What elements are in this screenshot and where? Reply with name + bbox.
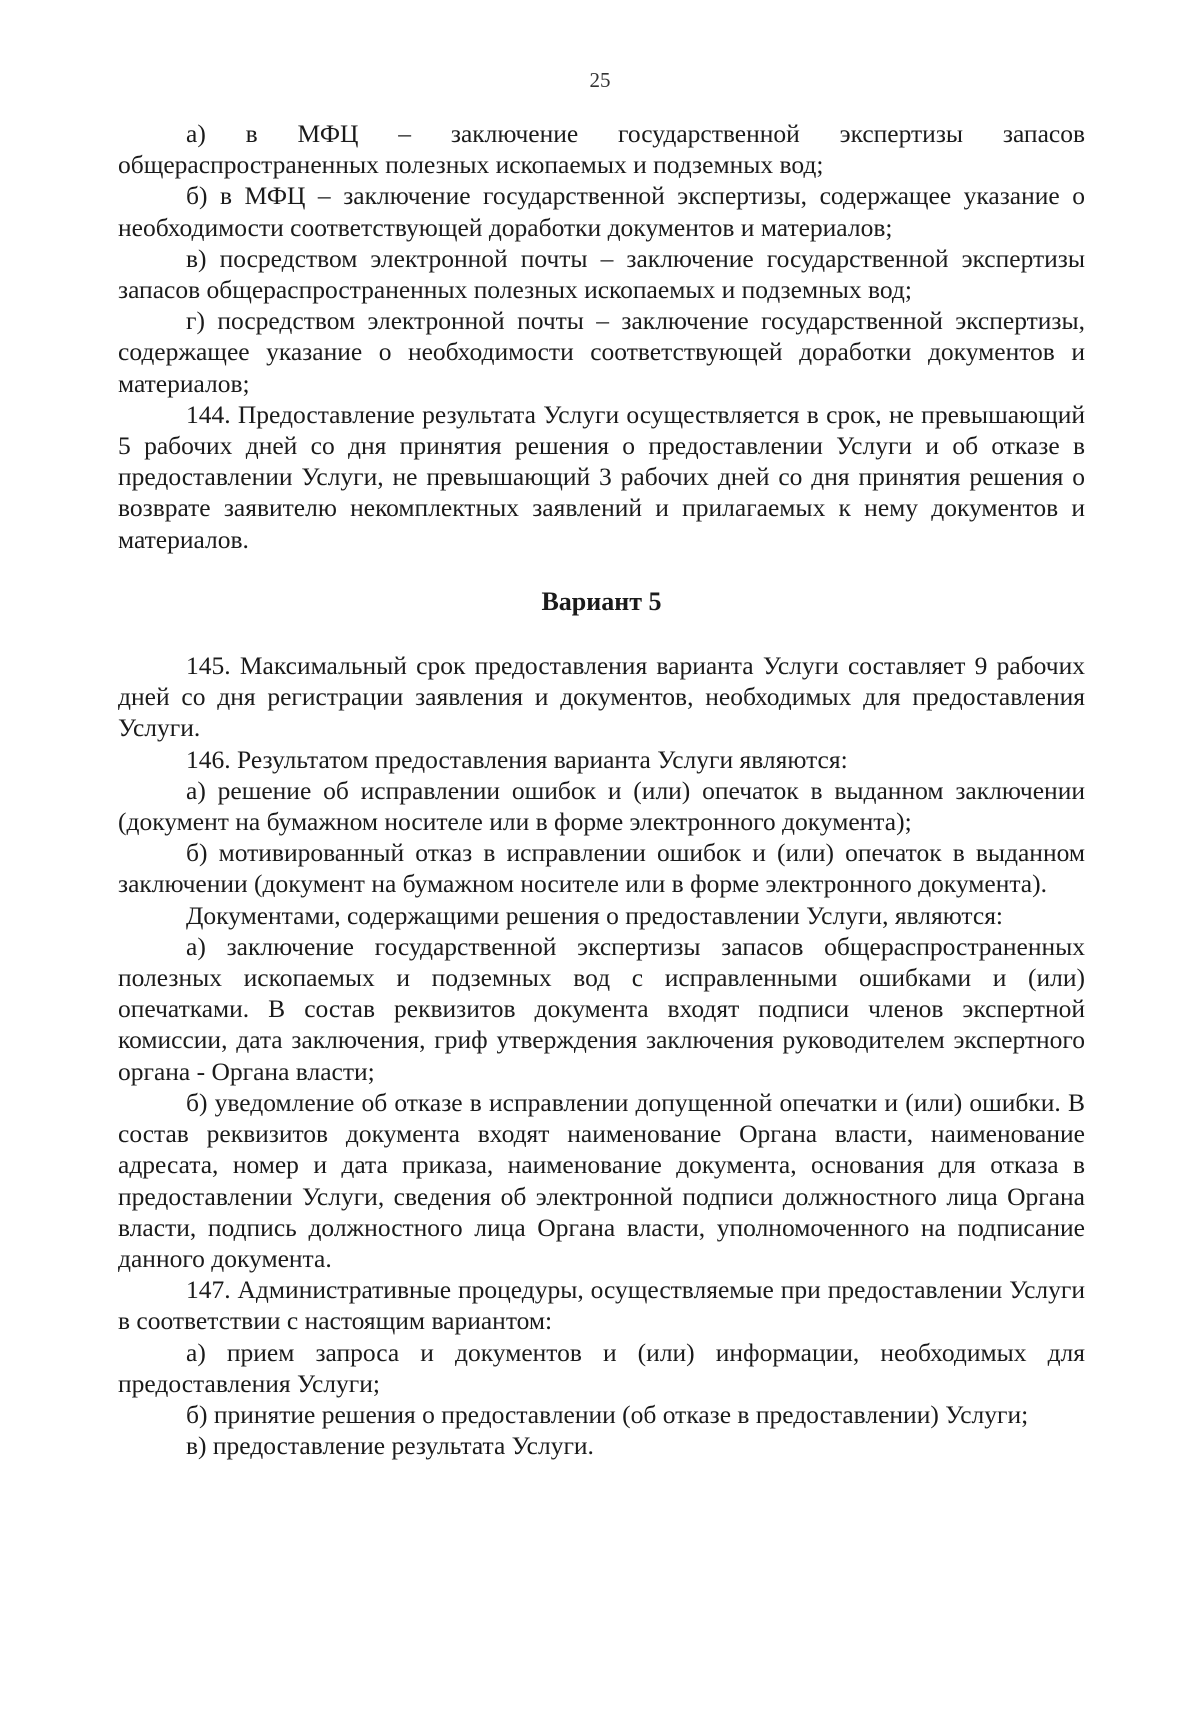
paragraph-decision-b: б) уведомление об отказе в исправлении допущенной опечатки и (или) ошибки. В состав реквизитов документа входят наименование Органа власти, наименование адресата, номер и дата приказа, наименование документа, основания для отказа в предоставлении Услуги, сведения об электронной подписи должностного лица Органа власти, подпись должностного лица Органа власти, уполномоченного на подписание данного документа. xyxy=(118,1087,1085,1273)
paragraph-147-v: в) предоставление результата Услуги. xyxy=(186,1431,594,1461)
page-number: 25 xyxy=(589,68,611,92)
paragraph-decision-a: а) заключение государственной экспертизы запасов общераспространенных полезных ископаемых и подземных вод с исправленными ошибками и (или) опечатками. В состав реквизитов документа входят подписи членов экспертной комиссии, дата заключения, гриф утверждения заключения руководителем экспертного органа - Органа власти; xyxy=(118,931,1085,1086)
paragraph-decision-documents: Документами, содержащими решения о предоставлении Услуги, являются: xyxy=(186,900,1004,930)
paragraph-item-a-mfc: а) в МФЦ – заключение государственной экспертизы запасов общераспространенных полезных ископаемых и подземных вод; xyxy=(118,119,1085,180)
paragraph-146: 146. Результатом предоставления варианта Услуги являются: xyxy=(186,744,848,774)
paragraph-item-b-mfc: б) в МФЦ – заключение государственной экспертизы, содержащее указание о необходимости соответствующей доработки документов и материалов; xyxy=(118,181,1085,242)
paragraph-144: 144. Предоставление результата Услуги осуществляется в срок, не превышающий 5 рабочих дней со дня принятия решения о предоставлении Услуги и об отказе в предоставлении Услуги, не превышающий 3 рабочих дней со дня принятия решения о возврате заявителю некомплектных заявлений и прилагаемых к нему документов и материалов. xyxy=(118,399,1085,554)
paragraph-item-g-email: г) посредством электронной почты – заключение государственной экспертизы, содержащее указание о необходимости соответствующей доработки документов и материалов; xyxy=(118,306,1085,398)
paragraph-147: 147. Административные процедуры, осуществляемые при предоставлении Услуги в соответствии с настоящим вариантом: xyxy=(118,1275,1085,1336)
paragraph-item-v-email: в) посредством электронной почты – заключение государственной экспертизы запасов общераспространенных полезных ископаемых и подземных вод; xyxy=(118,243,1085,305)
paragraph-147-b: б) принятие решения о предоставлении (об отказе в предоставлении) Услуги; xyxy=(186,1399,1029,1429)
paragraph-147-a: а) прием запроса и документов и (или) информации, необходимых для предоставления Услуги; xyxy=(118,1337,1085,1398)
paragraph-146-a: а) решение об исправлении ошибок и (или) опечаток в выданном заключении (документ на бумажном носителе или в форме электронного документа); xyxy=(118,775,1085,837)
paragraph-146-b: б) мотивированный отказ в исправлении ошибок и (или) опечаток в выданном заключении (документ на бумажном носителе или в форме электронного документа). xyxy=(118,838,1085,899)
paragraph-145: 145. Максимальный срок предоставления варианта Услуги составляет 9 рабочих дней со дня регистрации заявления и документов, необходимых для предоставления Услуги. xyxy=(118,651,1085,743)
document-body xyxy=(118,118,1085,1461)
section-heading-variant-5: Вариант 5 xyxy=(541,586,662,616)
